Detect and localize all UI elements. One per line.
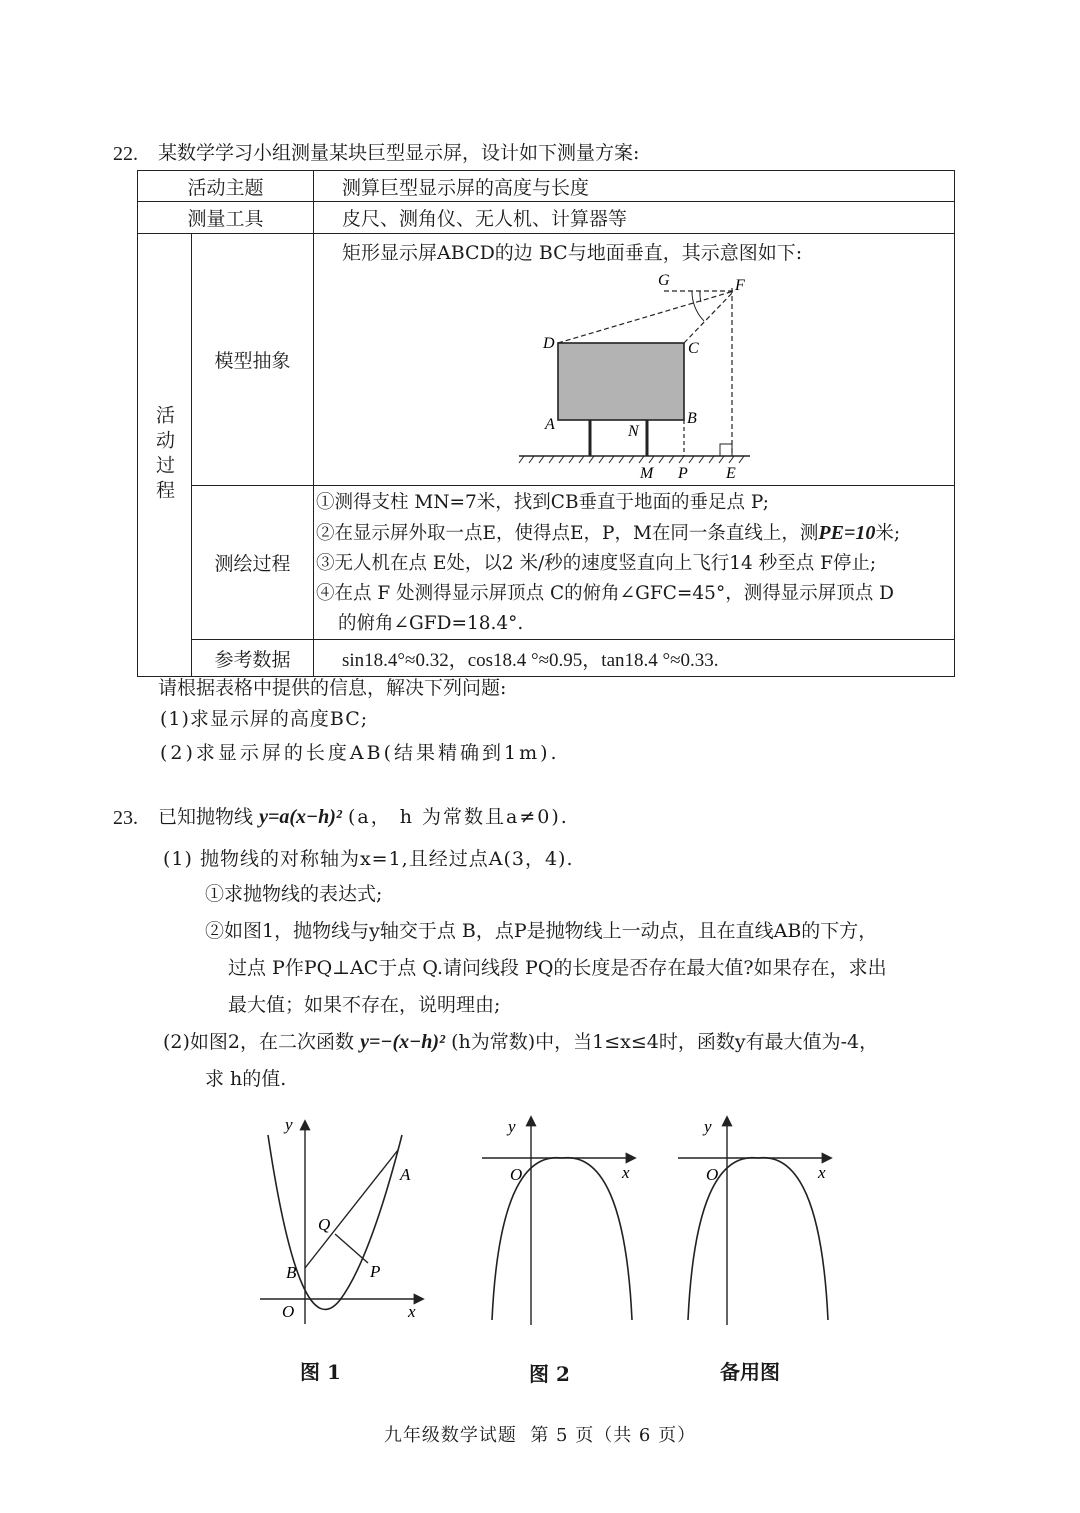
- survey-step-2: [314, 518, 954, 549]
- question-23-part1: (1) 抛物线的对称轴为x=1,且经过点A(3，4).: [163, 848, 574, 870]
- table-value-tools: 皮尺、测角仪、无人机、计算器等: [314, 202, 955, 234]
- page-footer: 九年级数学试题 第 5 页（共 6 页）: [383, 1425, 697, 1446]
- label-c: C: [688, 340, 699, 357]
- process-label-text: 活动过程: [153, 405, 175, 505]
- angle-arc-gfd: [700, 291, 701, 302]
- fig1-label-y: y: [285, 1115, 293, 1134]
- fig3-label-x: x: [818, 1163, 826, 1182]
- fig1-line-ab: [305, 1150, 398, 1268]
- question-23-part1-ii-line1: ②如图1，抛物线与y轴交于点 B，点P是抛物线上一动点，且在直线AB的下方，: [205, 920, 878, 942]
- angle-arc-gfc: [692, 291, 704, 321]
- ground-hatching: [519, 456, 744, 463]
- figure-1-caption: 图 1: [300, 1360, 341, 1384]
- survey-step-2-text: ②在显示屏外取一点E，使得点E，P，M在同一条直线上，测: [316, 523, 819, 544]
- model-description: 矩形显示屏ABCD的边 BC与地面垂直，其示意图如下:: [342, 242, 803, 264]
- line-fd-dashed: [558, 291, 734, 343]
- label-g: G: [658, 272, 670, 289]
- table-value-ref: sin18.4°≈0.32，cos18.4 °≈0.95，tan18.4 °≈0.33.: [314, 640, 955, 677]
- fig1-label-a: A: [400, 1165, 411, 1184]
- line-fc-dashed: [684, 291, 734, 343]
- question-23-part2-cond: (h为常数)中，当1≤x≤4时，函数y有最大值为-4，: [451, 1031, 879, 1053]
- question-22-number: 22.: [113, 143, 138, 165]
- figure-2-caption: 图 2: [529, 1362, 570, 1386]
- math-pe-10: PE=10: [818, 522, 876, 544]
- table-label-theme: 活动主题: [138, 171, 314, 202]
- question-23-part1-ii-line2: 过点 P作PQ⊥AC于点 Q.请问线段 PQ的长度是否存在最大值?如果存在，求出: [228, 957, 887, 979]
- survey-step-4: ④在点 F 处测得显示屏顶点 C的俯角∠GFC=45°，测得显示屏顶点 D: [316, 583, 894, 604]
- label-p: P: [678, 465, 688, 482]
- fig1-segment-pq: [335, 1234, 368, 1263]
- math-quadratic: y=−(x−h)²: [360, 1031, 446, 1053]
- question-23-part1-i: ①求抛物线的表达式;: [205, 883, 383, 905]
- label-f: F: [735, 277, 745, 294]
- question-23-part1-ii-line3: 最大值；如果不存在，说明理由;: [228, 994, 501, 1016]
- fig1-label-x: x: [408, 1302, 416, 1321]
- question-23-part2-text: (2)如图2，在二次函数: [163, 1031, 355, 1053]
- label-d: D: [543, 335, 555, 352]
- label-m: M: [640, 465, 654, 482]
- fig1-label-b: B: [286, 1263, 297, 1282]
- screen-diagram: [314, 270, 954, 485]
- fig2-label-o: O: [510, 1165, 523, 1184]
- fig2-label-x: x: [622, 1163, 630, 1182]
- label-e: E: [726, 465, 736, 482]
- survey-step-3: ③无人机在点 E处，以2 米/秒的速度竖直向上飞行14 秒至点 F停止;: [316, 553, 877, 574]
- label-b: B: [687, 410, 697, 427]
- table-cell-model: [314, 234, 955, 486]
- fig1-label-p: P: [370, 1262, 381, 1281]
- fig1-label-o: O: [282, 1302, 295, 1321]
- table-label-tools: 测量工具: [138, 202, 314, 234]
- table-label-model: 模型抽象: [192, 234, 314, 486]
- fig3-label-o: O: [706, 1165, 719, 1184]
- table-cell-survey: [314, 486, 955, 640]
- fig3-label-y: y: [704, 1117, 712, 1136]
- display-screen-rect: [558, 343, 684, 420]
- table-label-process: [138, 234, 192, 677]
- question-23-intro: [158, 804, 569, 830]
- figure-3-caption: 备用图: [720, 1360, 780, 1384]
- question-23-intro-text: 已知抛物线: [158, 806, 254, 828]
- table-value-theme: 测算巨型显示屏的高度与长度: [314, 171, 955, 202]
- question-23-number: 23.: [113, 807, 138, 829]
- table-label-ref: 参考数据: [192, 640, 314, 677]
- question-23-part2-line2: 求 h的值.: [205, 1068, 287, 1090]
- math-parabola: y=a(x−h)²: [259, 806, 342, 828]
- fig1-label-q: Q: [318, 1215, 331, 1234]
- question-22-sub1: (1)求显示屏的高度BC;: [160, 708, 369, 730]
- right-angle-mark: [720, 444, 732, 456]
- question-22-prompt: 请根据表格中提供的信息，解决下列问题:: [158, 677, 507, 699]
- label-a: A: [545, 416, 555, 433]
- question-22-sub2: (2)求显示屏的长度AB(结果精确到1m).: [160, 742, 560, 764]
- fig2-label-y: y: [508, 1117, 516, 1136]
- figure-2: [478, 1110, 648, 1330]
- survey-step-4-cont: 的俯角∠GFD=18.4°.: [338, 613, 524, 634]
- question-23-part2: [163, 1029, 878, 1055]
- label-n: N: [628, 423, 639, 440]
- figure-1: [250, 1110, 450, 1340]
- table-label-survey: 测绘过程: [192, 486, 314, 640]
- question-23-intro-cond: (a， h 为常数且a≠0).: [347, 806, 569, 828]
- measurement-plan-table: [137, 170, 955, 677]
- fig1-parabola: [268, 1135, 402, 1309]
- survey-step-1: ①测得支柱 MN=7米，找到CB垂直于地面的垂足点 P;: [316, 492, 769, 513]
- question-22-intro: 某数学学习小组测量某块巨型显示屏，设计如下测量方案:: [158, 142, 640, 164]
- figure-3: [674, 1110, 844, 1330]
- survey-step-2-unit: 米;: [875, 523, 901, 544]
